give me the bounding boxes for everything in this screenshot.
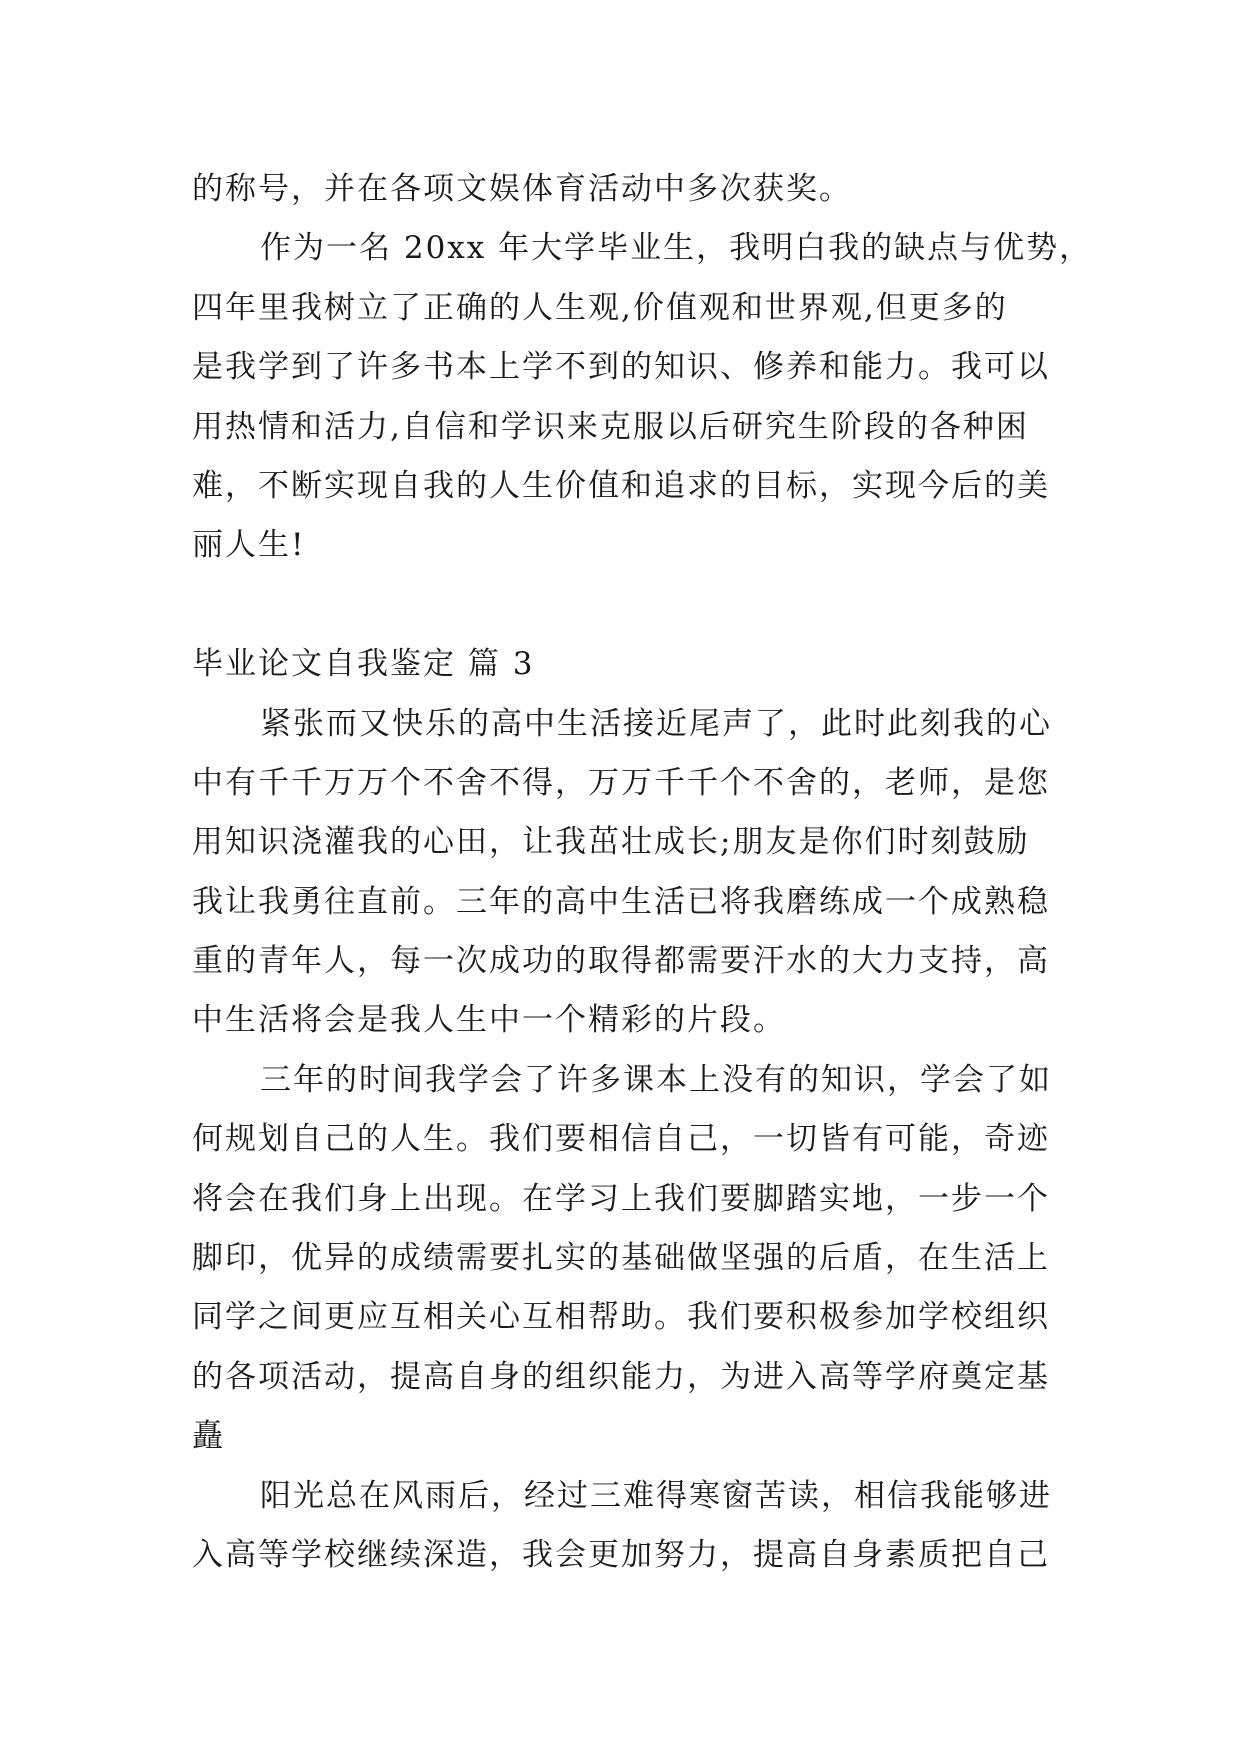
text-line: 的称号，并在各项文娱体育活动中多次获奖。 xyxy=(192,171,852,207)
text-line: 的各项活动，提高自身的组织能力，为进入高等学府奠定基 xyxy=(192,1358,1050,1395)
text-line: 中生活将会是我人生中一个精彩的片段。 xyxy=(192,1002,786,1039)
text-line: 用热情和活力,自信和学识来克服以后研究生阶段的各种困 xyxy=(192,408,1029,445)
text-line: 脚印，优异的成绩需要扎实的基础做坚强的后盾，在生活上 xyxy=(192,1240,1050,1277)
text-line: 入高等学校继续深造，我会更加努力，提高自身素质把自己 xyxy=(192,1536,1050,1573)
text-line: 难，不断实现自我的人生价值和追求的目标，实现今后的美 xyxy=(192,467,1050,504)
text-line: 同学之间更应互相关心互相帮助。我们要积极参加学校组织 xyxy=(192,1299,1050,1336)
text-line: 丽人生! xyxy=(192,527,306,564)
text-line: 我让我勇往直前。三年的高中生活已将我磨练成一个成熟稳 xyxy=(192,883,1050,920)
text-line: 阳光总在风雨后，经过三难得寒窗苦读，相信我能够进 xyxy=(260,1477,1052,1514)
text-line: 紧张而又快乐的高中生活接近尾声了，此时此刻我的心 xyxy=(260,705,1052,742)
text-line: 用知识浇灌我的心田，让我茁壮成长;朋友是你们时刻鼓励 xyxy=(192,824,1030,861)
text-line: 重的青年人，每一次成功的取得都需要汗水的大力支持，高 xyxy=(192,943,1050,980)
text-line: 中有千千万万个不舍不得，万万千千个不舍的，老师，是您 xyxy=(192,764,1050,801)
text-line: 将会在我们身上出现。在学习上我们要脚踏实地，一步一个 xyxy=(192,1180,1050,1217)
text-line: 是我学到了许多书本上学不到的知识、修养和能力。我可以 xyxy=(192,349,1050,386)
text-line: 四年里我树立了正确的人生观,价值观和世界观,但更多的 xyxy=(192,289,1008,326)
section-heading: 毕业论文自我鉴定 篇 3 xyxy=(192,646,535,683)
text-line: 矗 xyxy=(192,1418,225,1455)
document-body xyxy=(192,160,1093,1585)
text-line: 何规划自己的人生。我们要相信自己，一切皆有可能，奇迹 xyxy=(192,1121,1050,1158)
text-line: 三年的时间我学会了许多课本上没有的知识，学会了如 xyxy=(260,1061,1052,1098)
text-line: 作为一名 20xx 年大学毕业生，我明白我的缺点与优势， xyxy=(260,230,1093,267)
